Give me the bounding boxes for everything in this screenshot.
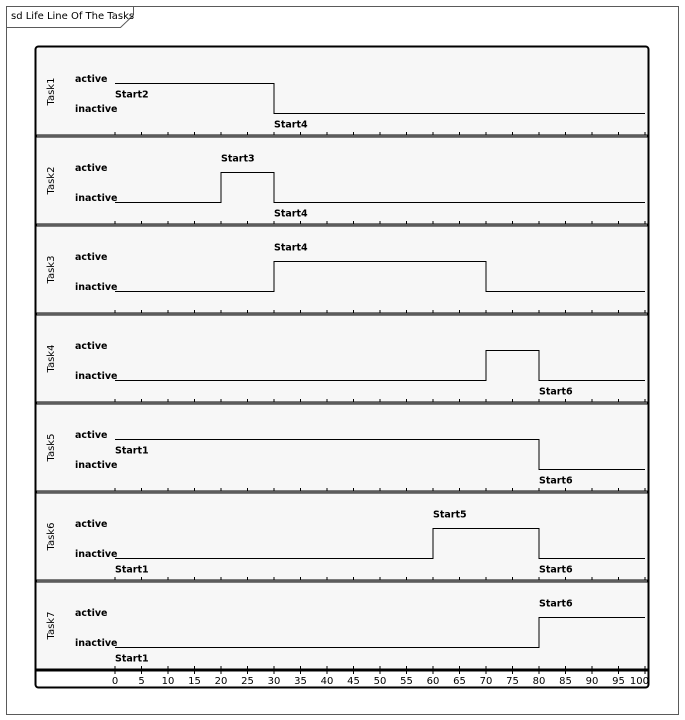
message-label: Start2 <box>115 89 149 101</box>
frame-title: sd Life Line Of The Tasks <box>11 11 135 22</box>
state-label-active: active <box>75 608 108 619</box>
message-label: Start6 <box>539 564 573 576</box>
message-label: Start1 <box>115 564 149 576</box>
axis-background <box>37 672 647 686</box>
message-label: Start4 <box>274 242 308 254</box>
axis-tick-label: 70 <box>479 676 493 687</box>
axis-separator <box>35 669 649 672</box>
lifeline-name: Task7 <box>46 611 57 640</box>
state-label-inactive: inactive <box>75 282 118 293</box>
axis-tick-label: 65 <box>453 676 466 687</box>
message-label: Start6 <box>539 598 573 610</box>
state-label-inactive: inactive <box>75 638 118 649</box>
axis-tick-label: 85 <box>559 676 572 687</box>
lifeline-name: Task2 <box>46 166 57 195</box>
axis-tick-label: 10 <box>161 676 175 687</box>
message-label: Start4 <box>274 119 308 131</box>
lifeline-name: Task5 <box>46 433 57 462</box>
message-label: Start3 <box>221 153 255 165</box>
timing-element-border <box>36 47 649 688</box>
state-label-active: active <box>75 163 108 174</box>
lifeline-name: Task6 <box>46 522 57 551</box>
lifeline-name: Task1 <box>46 77 57 106</box>
axis-tick-label: 75 <box>506 676 519 687</box>
lifeline-name: Task3 <box>46 255 57 284</box>
axis-tick-label: 95 <box>612 676 625 687</box>
axis-tick-label: 55 <box>400 676 413 687</box>
state-label-inactive: inactive <box>75 460 118 471</box>
axis-tick-label: 30 <box>267 676 281 687</box>
axis-tick-label: 25 <box>241 676 254 687</box>
state-label-active: active <box>75 430 108 441</box>
state-label-active: active <box>75 252 108 263</box>
axis-tick-label: 60 <box>426 676 440 687</box>
time-axis <box>35 669 649 688</box>
state-label-inactive: inactive <box>75 549 118 560</box>
axis-tick-label: 0 <box>111 676 119 687</box>
message-label: Start5 <box>433 509 467 521</box>
axis-tick-label: 20 <box>214 676 228 687</box>
axis-tick-label: 40 <box>320 676 334 687</box>
axis-tick-label: 5 <box>138 676 145 687</box>
state-label-active: active <box>75 519 108 530</box>
lifeline-name: Task4 <box>46 344 57 373</box>
axis-tick-label: 35 <box>294 676 307 687</box>
axis-tick-label: 45 <box>347 676 360 687</box>
message-label: Start4 <box>274 208 308 220</box>
message-label: Start6 <box>539 475 573 487</box>
message-label: Start1 <box>115 445 149 457</box>
axis-tick-label: 50 <box>373 676 387 687</box>
state-label-inactive: inactive <box>75 371 118 382</box>
axis-tick-label: 100 <box>629 676 649 687</box>
state-label-active: active <box>75 74 108 85</box>
state-label-inactive: inactive <box>75 104 118 115</box>
axis-tick-label: 80 <box>532 676 546 687</box>
state-label-active: active <box>75 341 108 352</box>
message-label: Start6 <box>539 386 573 398</box>
message-label: Start1 <box>115 653 149 665</box>
state-label-inactive: inactive <box>75 193 118 204</box>
axis-tick-label: 90 <box>585 676 599 687</box>
axis-tick-label: 15 <box>188 676 201 687</box>
